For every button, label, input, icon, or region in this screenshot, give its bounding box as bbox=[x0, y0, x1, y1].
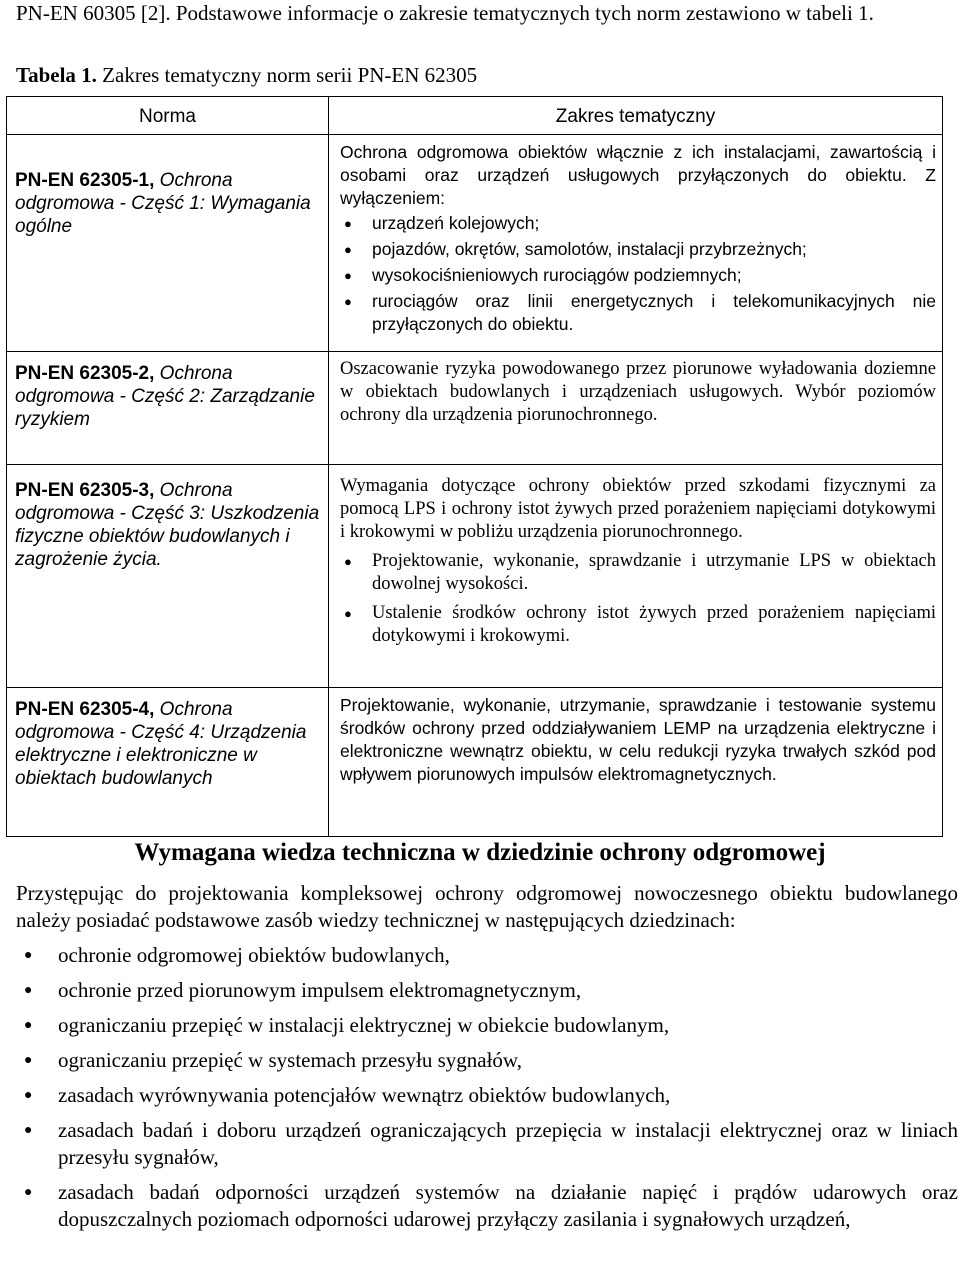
list-item bbox=[16, 1047, 958, 1074]
table-row bbox=[7, 352, 943, 465]
norm-code: PN-EN 62305-1, bbox=[15, 170, 155, 191]
bullet-icon: ● bbox=[344, 554, 352, 569]
section-body bbox=[16, 880, 958, 1241]
bullet-icon: ● bbox=[24, 948, 33, 963]
exclusions-list bbox=[340, 212, 936, 336]
intro-text: PN-EN 60305 [2]. Podstawowe informacje o zakresie tematycznych tych norm zestawiono w tabeli 1. bbox=[16, 1, 874, 25]
bullet-icon: ● bbox=[344, 268, 352, 283]
scope-cell bbox=[329, 352, 943, 465]
list-item-text: ochronie przed piorunowym impulsem elektromagnetycznym, bbox=[58, 978, 582, 1002]
bullet-icon: ● bbox=[344, 216, 352, 231]
list-item-text: wysokociśnieniowych rurociągów podziemnych; bbox=[372, 265, 742, 285]
bullet-icon: ● bbox=[344, 294, 352, 309]
list-item bbox=[340, 550, 936, 596]
bullet-icon: ● bbox=[24, 1053, 33, 1068]
header-norm: Norma bbox=[7, 97, 329, 135]
list-item-text: ochronie odgromowej obiektów budowlanych, bbox=[58, 943, 450, 967]
bullet-icon: ● bbox=[24, 983, 33, 998]
norm-code: PN-EN 62305-4, bbox=[15, 699, 155, 720]
knowledge-list bbox=[16, 942, 958, 1233]
list-item-text: zasadach wyrównywania potencjałów wewnątrz obiektów budowlanych, bbox=[58, 1083, 671, 1107]
list-item bbox=[16, 942, 958, 969]
list-item bbox=[16, 1179, 958, 1233]
scope-text: Wymagania dotyczące ochrony obiektów przed szkodami fizycznymi za pomocą LPS i ochrony istot żywych przed porażeniem napięciami dotykowymi i krokowymi w pobliżu urządzenia piorunochronnego. bbox=[340, 476, 936, 542]
table-row bbox=[7, 465, 943, 688]
intro-paragraph bbox=[16, 0, 958, 26]
norms-table bbox=[6, 96, 943, 837]
norm-cell bbox=[7, 465, 329, 688]
norm-cell bbox=[7, 352, 329, 465]
list-item bbox=[16, 1082, 958, 1109]
bullet-icon: ● bbox=[24, 1018, 33, 1033]
list-item-text: Ustalenie środków ochrony istot żywych przed porażeniem napięciami dotykowymi i krokowymi. bbox=[372, 603, 936, 646]
list-item bbox=[340, 212, 936, 235]
scope-text: Oszacowanie ryzyka powodowanego przez piorunowe wyładowania doziemne w obiektach budowlanych i urządzeniach usługowych. Wybór poziomów ochrony dla urządzenia piorunochronnego. bbox=[340, 359, 936, 425]
table-caption bbox=[16, 62, 477, 88]
list-item bbox=[340, 264, 936, 287]
list-item-text: zasadach badań odporności urządzeń systemów na działanie napięć i prądów udarowych oraz dopuszczalnych poziomach odporności udarowej przyłączy zasilania i sygnałowych urządzeń, bbox=[58, 1180, 958, 1231]
table-row bbox=[7, 135, 943, 352]
norm-code: PN-EN 62305-3, bbox=[15, 480, 155, 501]
norm-code: PN-EN 62305-2, bbox=[15, 363, 155, 384]
table-caption-text: Zakres tematyczny norm serii PN-EN 62305 bbox=[96, 63, 478, 87]
norm-name bbox=[15, 698, 320, 790]
norm-cell bbox=[7, 688, 329, 837]
bullet-icon: ● bbox=[344, 242, 352, 257]
scope-cell bbox=[329, 135, 943, 352]
header-scope: Zakres tematyczny bbox=[329, 97, 943, 135]
list-item-text: urządzeń kolejowych; bbox=[372, 213, 540, 233]
table-caption-label: Tabela 1. bbox=[16, 63, 97, 87]
bullet-icon: ● bbox=[24, 1185, 33, 1200]
list-item-text: zasadach badań i doboru urządzeń ograniczających przepięcia w instalacji elektrycznej oraz w liniach przesyłu sygnałów, bbox=[58, 1118, 958, 1169]
table-row bbox=[7, 688, 943, 837]
list-item bbox=[16, 1117, 958, 1171]
norm-title: Ochrona odgromowa - Część 3: Uszkodzenia fizyczne obiektów budowlanych i zagrożenie życia. bbox=[15, 480, 320, 570]
norm-cell bbox=[7, 135, 329, 352]
norm-title: Ochrona odgromowa - Część 2: Zarządzanie ryzykiem bbox=[15, 363, 315, 430]
list-item bbox=[340, 238, 936, 261]
norm-name bbox=[15, 479, 320, 571]
section-paragraph: Przystępując do projektowania kompleksowej ochrony odgromowej nowoczesnego obiektu budowlanego należy posiadać podstawowe zasób wiedzy technicznej w następujących dziedzinach: bbox=[16, 881, 958, 932]
scope-text: Projektowanie, wykonanie, utrzymanie, sprawdzanie i testowanie systemu środków ochrony przed oddziaływaniem LEMP na urządzenia elektryczne i elektroniczne wewnątrz obiektu, w celu redukcji ryzyka trwałych szkód pod wpływem piorunowych impulsów elektromagnetycznych. bbox=[340, 695, 936, 784]
list-item bbox=[340, 290, 936, 336]
bullet-icon: ● bbox=[24, 1088, 33, 1103]
list-item bbox=[340, 602, 936, 648]
list-item-text: pojazdów, okrętów, samolotów, instalacji przybrzeżnych; bbox=[372, 239, 807, 259]
scope-cell bbox=[329, 688, 943, 837]
requirements-list bbox=[340, 550, 936, 648]
list-item-text: ograniczaniu przepięć w instalacji elektrycznej w obiekcie budowlanym, bbox=[58, 1013, 670, 1037]
list-item-text: Projektowanie, wykonanie, sprawdzanie i utrzymanie LPS w obiektach dowolnej wysokości. bbox=[372, 551, 936, 594]
list-item bbox=[16, 1012, 958, 1039]
norm-name bbox=[15, 169, 320, 238]
list-item-text: ograniczaniu przepięć w systemach przesyłu sygnałów, bbox=[58, 1048, 522, 1072]
table-header-row bbox=[7, 97, 943, 135]
bullet-icon: ● bbox=[24, 1123, 33, 1138]
list-item-text: rurociągów oraz linii energetycznych i telekomunikacyjnych nie przyłączonych do obiektu. bbox=[372, 291, 936, 334]
norm-title: Ochrona odgromowa - Część 4: Urządzenia elektryczne i elektroniczne w obiektach budowlanych bbox=[15, 699, 307, 789]
list-item bbox=[16, 977, 958, 1004]
bullet-icon: ● bbox=[344, 606, 352, 621]
scope-text: Ochrona odgromowa obiektów włącznie z ich instalacjami, zawartością i osobami oraz urządzeń usługowych przyłączonych do obiektu. Z wyłączeniem: bbox=[340, 142, 936, 208]
section-heading: Wymagana wiedza techniczna w dziedzinie ochrony odgromowej bbox=[134, 839, 826, 866]
scope-cell bbox=[329, 465, 943, 688]
norm-title: Ochrona odgromowa - Część 1: Wymagania ogólne bbox=[15, 170, 311, 237]
norm-name bbox=[15, 362, 320, 431]
